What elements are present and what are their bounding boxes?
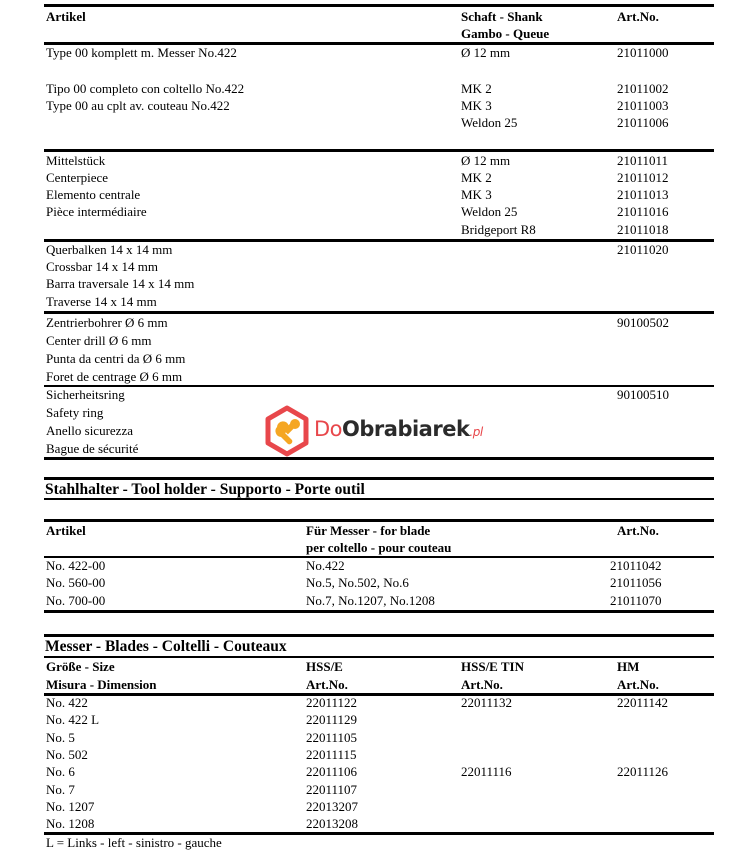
artno: 90100510 bbox=[617, 387, 669, 402]
description: Type 00 au cplt av. couteau No.422 bbox=[46, 98, 230, 113]
blade-tin: 22011116 bbox=[461, 764, 512, 780]
description: Punta da centri da Ø 6 mm bbox=[46, 351, 186, 366]
description: Bague de sécurité bbox=[46, 441, 139, 456]
blade-size: No. 502 bbox=[46, 746, 88, 762]
table-top-rule bbox=[44, 4, 714, 7]
bl-header-hsse-line1: HSS/E bbox=[306, 659, 343, 674]
blade-hm: 22011126 bbox=[617, 764, 669, 780]
description: Sicherheitsring bbox=[46, 387, 125, 402]
th-blade: No.422 bbox=[306, 558, 345, 573]
artno: 21011006 bbox=[617, 115, 669, 130]
logo-main: Obrabiarek bbox=[342, 417, 470, 441]
th-artno: 21011070 bbox=[610, 593, 662, 608]
logo-tld: .pl bbox=[469, 425, 483, 439]
th-header-artikel: Artikel bbox=[46, 523, 86, 538]
th-artikel: No. 422-00 bbox=[46, 558, 106, 573]
artno: 21011012 bbox=[617, 170, 669, 185]
toolholder-title-underline bbox=[44, 498, 714, 500]
toolholder-title-top-rule bbox=[44, 477, 714, 480]
toolholder-bottom-rule bbox=[44, 610, 714, 613]
shank: Weldon 25 bbox=[461, 115, 518, 130]
shank: Ø 12 mm bbox=[461, 45, 511, 60]
toolholder-table-top-rule bbox=[44, 519, 714, 522]
wrench-hexagon-icon bbox=[264, 405, 310, 457]
artno: 21011016 bbox=[617, 204, 669, 219]
description: Zentrierbohrer Ø 6 mm bbox=[46, 315, 168, 330]
artno: 21011018 bbox=[617, 222, 669, 237]
blade-hsse: 22013207 bbox=[306, 798, 358, 814]
description: Foret de centrage Ø 6 mm bbox=[46, 369, 183, 384]
blade-hsse: 22011105 bbox=[306, 729, 358, 745]
shank: MK 2 bbox=[461, 170, 492, 185]
description: Anello sicurezza bbox=[46, 423, 133, 438]
group-rule bbox=[44, 311, 714, 314]
header-shank-line2: Gambo - Queue bbox=[461, 26, 550, 41]
table-bottom-rule bbox=[44, 457, 714, 460]
shank: MK 2 bbox=[461, 81, 492, 96]
th-artno: 21011042 bbox=[610, 558, 662, 573]
bl-header-size-line2: Misura - Dimension bbox=[46, 677, 157, 692]
description: Elemento centrale bbox=[46, 187, 141, 202]
blade-size: No. 422 L bbox=[46, 712, 100, 728]
artno: 21011013 bbox=[617, 187, 669, 202]
th-blade: No.5, No.502, No.6 bbox=[306, 575, 409, 590]
description: Safety ring bbox=[46, 405, 104, 420]
logo-do: Do bbox=[314, 417, 343, 441]
bl-header-size-line1: Größe - Size bbox=[46, 659, 115, 674]
description: Traverse 14 x 14 mm bbox=[46, 294, 157, 309]
blade-hsse: 22011107 bbox=[306, 781, 358, 797]
th-header-artno: Art.No. bbox=[617, 523, 659, 538]
blade-size: No. 5 bbox=[46, 729, 75, 745]
blade-hsse: 22011129 bbox=[306, 712, 358, 728]
th-blade: No.7, No.1207, No.1208 bbox=[306, 593, 435, 608]
artno: 21011002 bbox=[617, 81, 669, 96]
footnote: L = Links - left - sinistro - gauche bbox=[46, 835, 222, 850]
shank: Ø 12 mm bbox=[461, 153, 511, 168]
description: Crossbar 14 x 14 mm bbox=[46, 259, 158, 274]
header-shank-line1: Schaft - Shank bbox=[461, 9, 543, 24]
watermark-logo bbox=[264, 405, 483, 457]
description: Mittelstück bbox=[46, 153, 106, 168]
blade-size: No. 6 bbox=[46, 764, 75, 780]
blades-header-rule bbox=[44, 693, 714, 696]
shank: MK 3 bbox=[461, 98, 492, 113]
th-header-blade-line1: Für Messer - for blade bbox=[306, 523, 431, 538]
description: Tipo 00 completo con coltello No.422 bbox=[46, 81, 245, 96]
blade-hsse: 22013208 bbox=[306, 816, 358, 832]
toolholder-title: Stahlhalter - Tool holder - Supporto - Porte outil bbox=[45, 481, 365, 498]
shank: Weldon 25 bbox=[461, 204, 518, 219]
artno: 21011011 bbox=[617, 153, 669, 168]
bl-header-tin-line2: Art.No. bbox=[461, 677, 503, 692]
bl-header-hm-line2: Art.No. bbox=[617, 677, 659, 692]
blade-size: No. 1208 bbox=[46, 816, 95, 832]
header-artno: Art.No. bbox=[617, 9, 659, 24]
th-artikel: No. 560-00 bbox=[46, 575, 106, 590]
bl-header-hsse-line2: Art.No. bbox=[306, 677, 348, 692]
blade-size: No. 7 bbox=[46, 781, 75, 797]
th-artno: 21011056 bbox=[610, 575, 662, 590]
bl-header-hm-line1: HM bbox=[617, 659, 640, 674]
description: Centerpiece bbox=[46, 170, 109, 185]
artno: 90100502 bbox=[617, 315, 669, 330]
logo-wordmark bbox=[314, 416, 483, 445]
description: Querbalken 14 x 14 mm bbox=[46, 242, 173, 257]
blades-title: Messer - Blades - Coltelli - Couteaux bbox=[45, 638, 287, 655]
bl-header-tin-line1: HSS/E TIN bbox=[461, 659, 524, 674]
description: Type 00 komplett m. Messer No.422 bbox=[46, 45, 237, 60]
header-artikel: Artikel bbox=[46, 9, 86, 24]
blade-size: No. 422 bbox=[46, 695, 88, 710]
group-rule bbox=[44, 385, 714, 387]
blades-title-rule bbox=[44, 656, 714, 658]
blade-tin: 22011132 bbox=[461, 695, 513, 710]
description: Pièce intermédiaire bbox=[46, 204, 147, 219]
blade-hsse: 22011122 bbox=[306, 695, 358, 710]
th-artikel: No. 700-00 bbox=[46, 593, 106, 608]
description: Center drill Ø 6 mm bbox=[46, 333, 152, 348]
artno: 21011020 bbox=[617, 242, 669, 257]
artno: 21011000 bbox=[617, 45, 669, 60]
description: Barra traversale 14 x 14 mm bbox=[46, 276, 195, 291]
blade-hm: 22011142 bbox=[617, 695, 669, 710]
artno: 21011003 bbox=[617, 98, 669, 113]
blade-size: No. 1207 bbox=[46, 798, 95, 814]
group-rule bbox=[44, 149, 714, 152]
blade-hsse: 22011106 bbox=[306, 764, 358, 780]
blades-top-rule bbox=[44, 634, 714, 637]
shank: MK 3 bbox=[461, 187, 492, 202]
th-header-blade-line2: per coltello - pour couteau bbox=[306, 540, 452, 555]
shank: Bridgeport R8 bbox=[461, 222, 536, 237]
blade-hsse: 22011115 bbox=[306, 746, 357, 762]
